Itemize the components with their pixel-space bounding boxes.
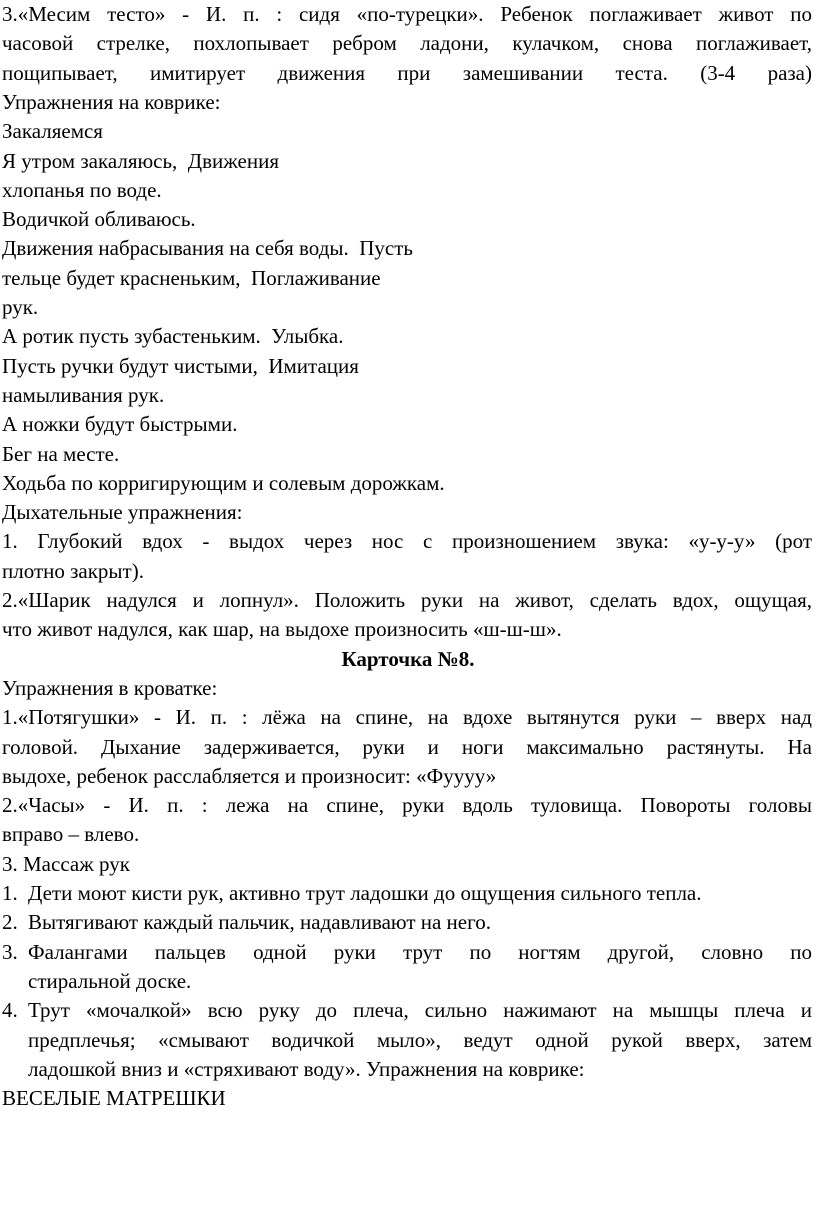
text-line: что живот надулся, как шар, на выдохе произносить «ш-ш-ш».: [2, 617, 562, 642]
poem-line: Я утром закаляюсь, Движения: [2, 148, 279, 173]
list-number: 3.: [2, 939, 18, 964]
list-number: 4.: [2, 998, 18, 1023]
text-line: головой. Дыхание задерживается, руки и ноги максимально растянуты. На: [2, 734, 812, 759]
list-item-continuation: ладошкой вниз и «стряхивают воду». Упражнения на коврике:: [28, 1056, 585, 1081]
poem-line: намыливания рук.: [2, 382, 165, 407]
text-line: 2.«Шарик надулся и лопнул». Положить руки на живот, сделать вдох, ощущая,: [2, 588, 812, 612]
section-label: 3. Массаж рук: [2, 851, 130, 876]
list-number: 1.: [2, 881, 18, 905]
text-line: 2.«Часы» - И. п. : лежа на спине, руки вдоль туловища. Повороты головы: [2, 793, 812, 818]
list-item: Дети моют кисти рук, активно трут ладошки до ощущения сильного тепла.: [28, 881, 702, 905]
poem-line: Пусть ручки будут чистыми, Имитация: [2, 353, 359, 378]
poem-line: рук.: [2, 295, 39, 319]
list-item: Вытягивают каждый пальчик, надавливают на него.: [28, 910, 491, 935]
poem-line: Бег на месте.: [2, 441, 120, 466]
list-item-continuation: предплечья; «смывают водичкой мыло», ведут одной рукой вверх, затем: [28, 1027, 812, 1052]
text-line: пощипывает, имитирует движения при замешивании теста. (3-4 раза): [2, 60, 812, 85]
text-line: 1. Глубокий вдох - выдох через нос с произношением звука: «у-у-у» (рот: [2, 529, 812, 554]
poem-line: тельце будет красненьким, Поглаживание: [2, 265, 381, 290]
section-label: Дыхательные упражнения:: [2, 500, 243, 525]
section-label: Упражнения на коврике:: [2, 89, 221, 114]
text-line: Ходьба по корригирующим и солевым дорожкам.: [2, 470, 445, 495]
text-line: плотно закрыт).: [2, 558, 144, 583]
section-label: Упражнения в кроватке:: [2, 675, 218, 700]
poem-title: Закаляемся: [2, 119, 103, 144]
poem-line: хлопанья по воде.: [2, 177, 162, 202]
text-line: 1.«Потягушки» - И. п. : лёжа на спине, на вдохе вытянутся руки – вверх над: [2, 705, 812, 730]
list-number: 2.: [2, 910, 18, 935]
text-line: вправо – влево.: [2, 822, 140, 847]
poem-line: А ротик пусть зубастеньким. Улыбка.: [2, 324, 344, 349]
poem-title: ВЕСЕЛЫЕ МАТРЕШКИ: [2, 1086, 226, 1111]
poem-line: А ножки будут быстрыми.: [2, 412, 238, 437]
text-line: 3.«Месим тесто» - И. п. : сидя «по-турецки». Ребенок поглаживает живот по: [2, 2, 812, 26]
poem-line: Движения набрасывания на себя воды. Пусть: [2, 236, 413, 261]
list-item: Фалангами пальцев одной руки трут по ногтям другой, словно по: [28, 939, 812, 964]
text-line: часовой стрелке, похлопывает ребром ладони, кулачком, снова поглаживает,: [2, 31, 812, 56]
text-line: выдохе, ребенок расслабляется и произносит: «Фуууу»: [2, 763, 497, 788]
poem-line: Водичкой обливаюсь.: [2, 207, 196, 232]
card-heading: Карточка №8.: [341, 646, 475, 671]
list-item: Трут «мочалкой» всю руку до плеча, сильно нажимают на мышцы плеча и: [28, 998, 812, 1023]
list-item-continuation: стиральной доске.: [28, 968, 192, 993]
